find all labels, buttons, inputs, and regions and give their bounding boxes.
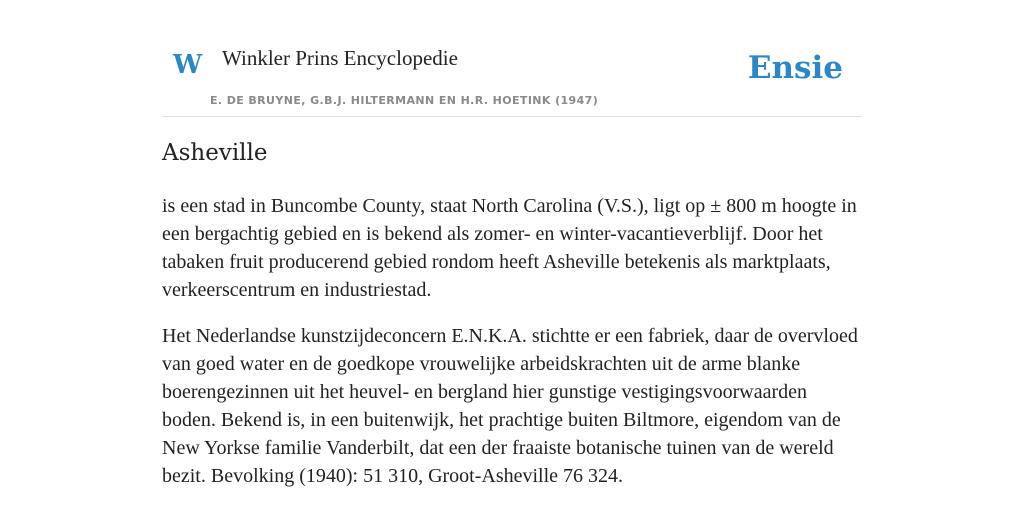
article-paragraph: Het Nederlandse kunstzijdeconcern E.N.K.A. stichtte er een fabriek, daar de overvloed van goed water en de goedkope vrouwelijke arbeidskrachten uit de arme blanke boerengezinnen uit het heuvel- en bergland hier gunstige vestigingsvoorwaarden boden. Bekend is, in een buitenwijk, het prachtige buiten Biltmore, eigendom van de New Yorkse familie Vanderbilt, dat een der fraaiste botanische tuinen van de wereld bezit. Bevolking (1940): 51 310, Groot-Asheville 76 324.: [162, 325, 858, 487]
header: [162, 0, 862, 117]
site-title[interactable]: Winkler Prins Encyclopedie: [222, 46, 458, 70]
authors-line: E. DE BRUYNE, G.B.J. HILTERMANN EN H.R. HOETINK (1947): [210, 94, 599, 107]
article-body: [162, 192, 862, 508]
article-paragraph: is een stad in Buncombe County, staat North Carolina (V.S.), ligt op ± 800 m hoogte in een bergachtig gebied en is bekend als zomer- en winter-vacantieverblijf. Door het tabaken fruit producerend gebied rondom heeft Asheville betekenis als marktplaats, verkeerscentrum en industriestad.: [162, 195, 857, 301]
ensie-logo-link[interactable]: Ensie: [747, 50, 843, 86]
winkler-prins-logo[interactable]: W: [173, 50, 203, 80]
article-title: Asheville: [162, 140, 268, 166]
